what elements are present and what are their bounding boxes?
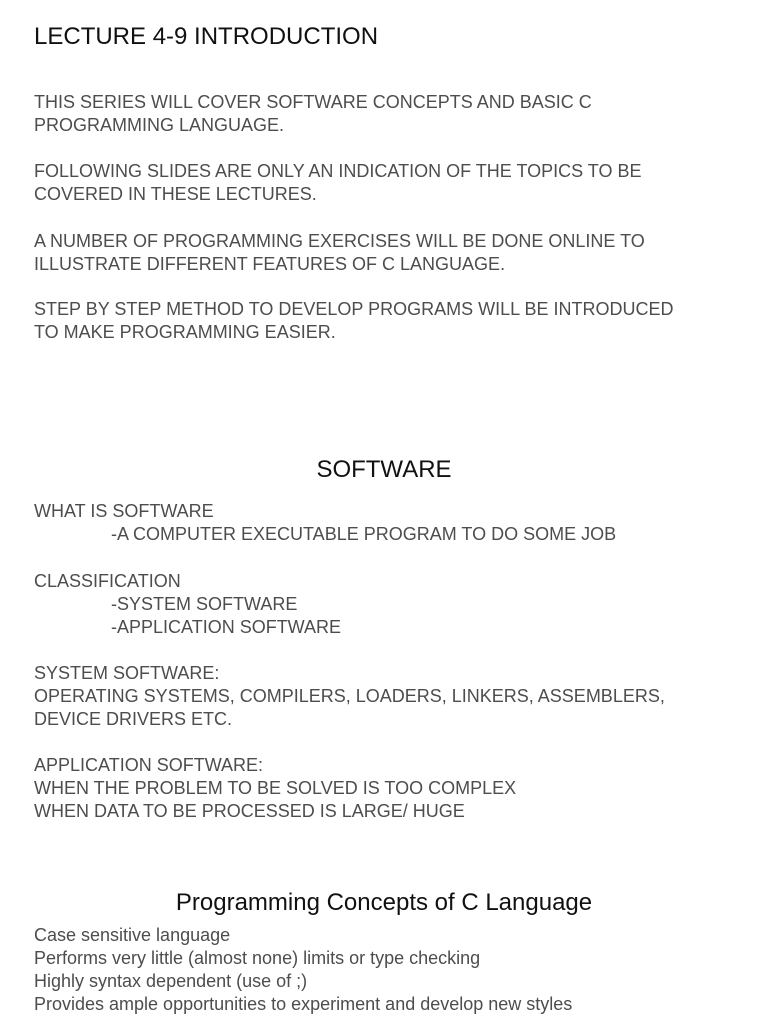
text-line: WHEN THE PROBLEM TO BE SOLVED IS TOO COMPLEX — [34, 778, 517, 798]
list-item: Case sensitive language — [34, 925, 231, 945]
text-line: COVERED IN THESE LECTURES. — [34, 184, 317, 204]
intro-paragraph-2 — [34, 160, 734, 206]
classification-label: CLASSIFICATION — [34, 571, 181, 591]
text-line: PROGRAMMING LANGUAGE. — [34, 115, 285, 135]
classification-item: -SYSTEM SOFTWARE — [111, 594, 298, 614]
text-line: DEVICE DRIVERS ETC. — [34, 709, 233, 729]
application-software-block — [34, 754, 734, 823]
list-item: Performs very little (almost none) limits or type checking — [34, 948, 481, 968]
system-software-block — [34, 662, 734, 731]
list-item: Provides ample opportunities to experiment and develop new styles — [34, 994, 573, 1014]
text-line: THIS SERIES WILL COVER SOFTWARE CONCEPTS AND BASIC C — [34, 92, 592, 112]
classification-item: -APPLICATION SOFTWARE — [111, 617, 342, 637]
lecture-title: LECTURE 4-9 INTRODUCTION — [34, 23, 379, 50]
text-line: ILLUSTRATE DIFFERENT FEATURES OF C LANGUAGE. — [34, 254, 506, 274]
text-line: OPERATING SYSTEMS, COMPILERS, LOADERS, LINKERS, ASSEMBLERS, — [34, 686, 665, 706]
intro-paragraph-1 — [34, 91, 734, 137]
what-is-software — [34, 500, 734, 546]
text-line: FOLLOWING SLIDES ARE ONLY AN INDICATION OF THE TOPICS TO BE — [34, 161, 642, 181]
intro-paragraph-4 — [34, 298, 734, 344]
system-software-label: SYSTEM SOFTWARE: — [34, 663, 220, 683]
text-line: A NUMBER OF PROGRAMMING EXERCISES WILL BE DONE ONLINE TO — [34, 231, 645, 251]
list-item: Highly syntax dependent (use of ;) — [34, 971, 308, 991]
application-software-label: APPLICATION SOFTWARE: — [34, 755, 264, 775]
text-line: WHEN DATA TO BE PROCESSED IS LARGE/ HUGE — [34, 801, 465, 821]
text-line: TO MAKE PROGRAMMING EASIER. — [34, 322, 336, 342]
classification-block — [34, 570, 734, 639]
text-line: STEP BY STEP METHOD TO DEVELOP PROGRAMS WILL BE INTRODUCED — [34, 299, 674, 319]
software-definition: -A COMPUTER EXECUTABLE PROGRAM TO DO SOME JOB — [111, 524, 617, 544]
c-concepts-title: Programming Concepts of C Language — [175, 889, 593, 916]
intro-paragraph-3 — [34, 230, 734, 276]
c-concepts-list — [34, 924, 734, 1016]
what-is-label: WHAT IS SOFTWARE — [34, 501, 214, 521]
software-title: SOFTWARE — [316, 456, 452, 483]
